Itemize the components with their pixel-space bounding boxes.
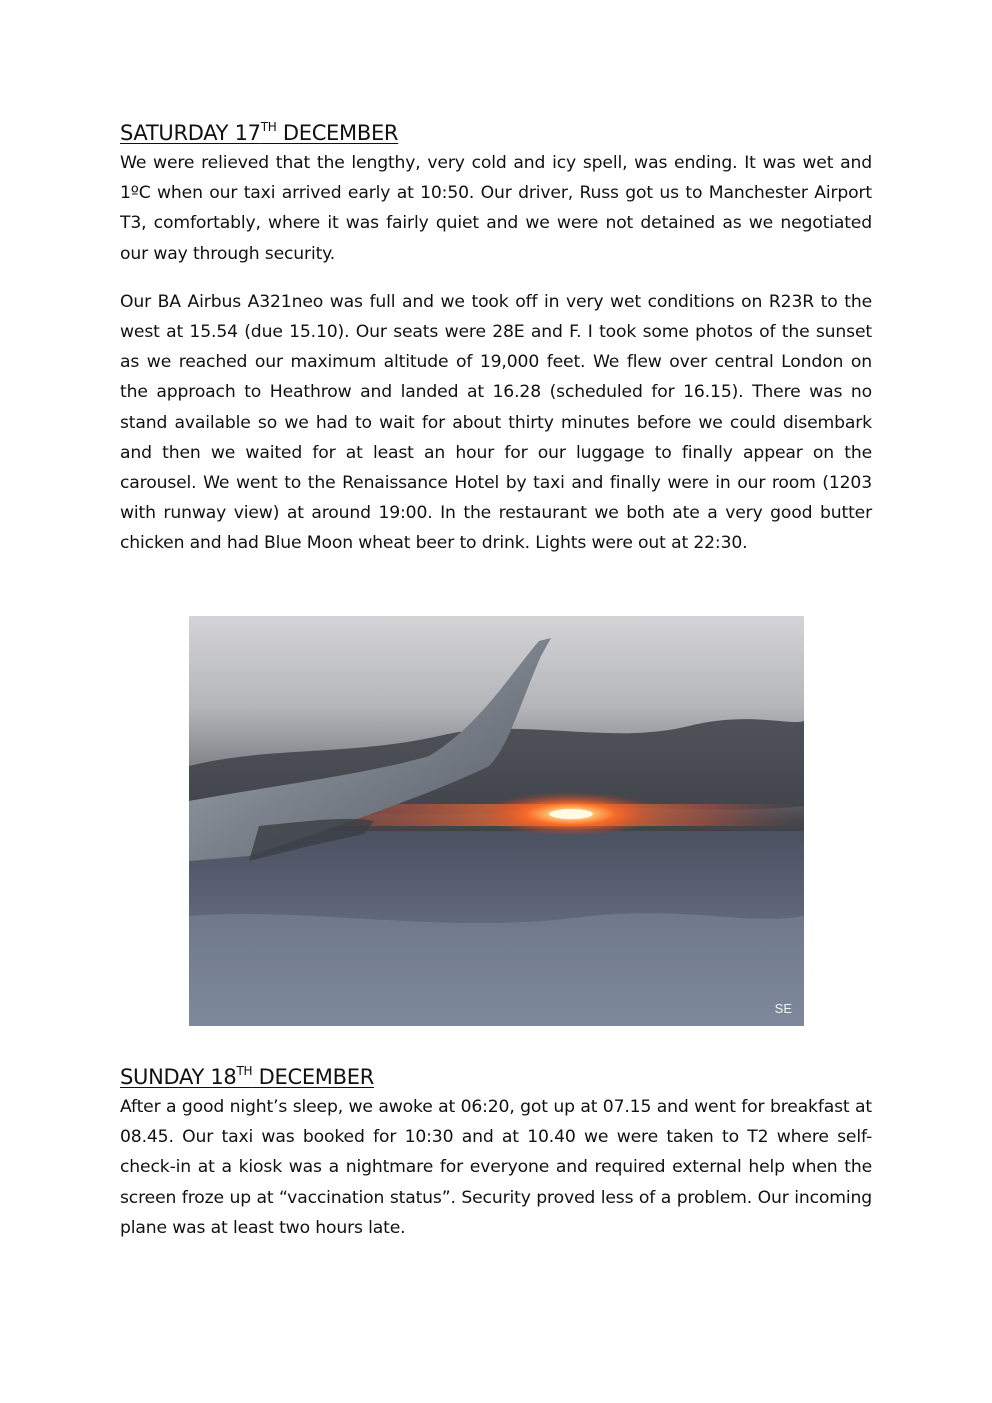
section-heading-sunday	[120, 1062, 872, 1092]
photo-illustration	[189, 616, 804, 1026]
paragraph: Our BA Airbus A321neo was full and we took off in very wet conditions on R23R to the west at 15.54 (due 15.10). Our seats were 28E and F. I took some photos of the sunset as we reached our maximum altitude of 19,000 feet. We flew over central London on the approach to Heathrow and landed at 16.28 (scheduled for 16.15). There was no stand available so we had to wait for about thirty minutes before we could disembark and then we waited for at least an hour for our luggage to finally appear on the carousel. We went to the Renaissance Hotel by taxi and finally were in our room (1203 with runway view) at around 19:00. In the restaurant we both ate a very good butter chicken and had Blue Moon wheat beer to drink. Lights were out at 22:30.	[120, 291, 872, 554]
section-heading-saturday	[120, 118, 872, 148]
heading-text: SUNDAY 18	[120, 1065, 237, 1089]
photo-credit: SE	[774, 1001, 792, 1016]
heading-ordinal: TH	[236, 1064, 253, 1078]
heading-text: DECEMBER	[252, 1065, 374, 1089]
paragraph: After a good night’s sleep, we awoke at 06:20, got up at 07.15 and went for breakfast at 08.45. Our taxi was booked for 10:30 and at 10.40 we were taken to T2 where self-check-in at a kiosk was a nightmare for everyone and required external help when the screen froze up at “vaccination status”. Security proved less of a problem. Our incoming plane was at least two hours late.	[120, 1097, 872, 1238]
saturday-section	[120, 118, 872, 559]
paragraph: We were relieved that the lengthy, very cold and icy spell, was ending. It was wet and 1ºC when our taxi arrived early at 10:50. Our driver, Russ got us to Manchester Airport T3, comfortably, where it was fairly quiet and we were not detained as we negotiated our way through security.	[120, 153, 872, 264]
heading-ordinal: TH	[260, 120, 277, 134]
sunday-section	[120, 1062, 872, 1243]
heading-text: DECEMBER	[276, 121, 399, 145]
sunset-wing-photo	[189, 616, 804, 1026]
heading-text: SATURDAY 17	[120, 121, 261, 145]
